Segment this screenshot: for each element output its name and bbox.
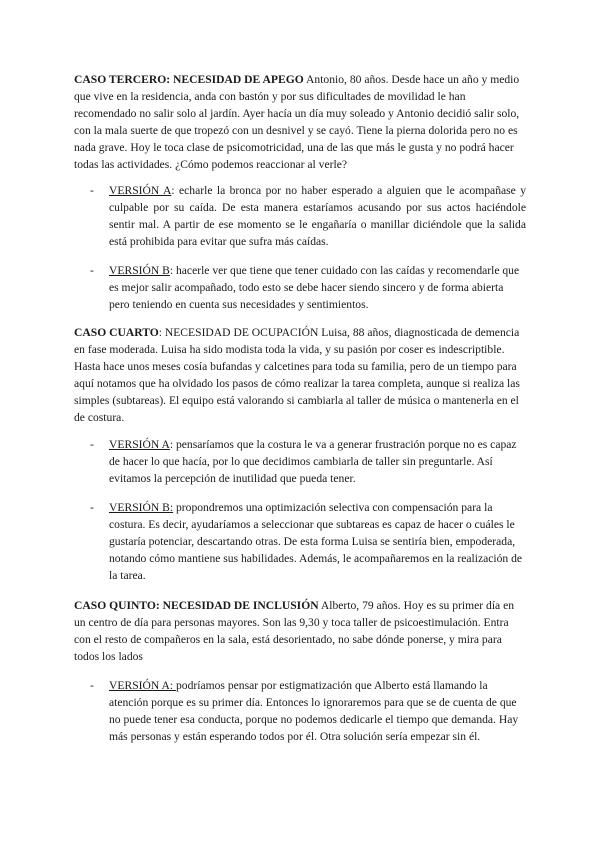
bullet-dash: - <box>90 264 94 277</box>
case-fifth-version-a <box>90 677 526 745</box>
version-a-text: : pensaríamos que la costura le va a generar frustración porque no es capaz de hacer lo que hacía, por lo que decidimos cambiarla de taller sin preguntarle. Así evitamos la percepción de inutilidad que pueda tener. <box>109 438 517 485</box>
version-b-label: VERSIÓN B: <box>109 501 174 514</box>
case-fifth-text: Alberto, 79 años. Hoy es su primer día en un centro de día para personas mayores. Son las 9,30 y toca taller de psicoestimulación. Entra con el resto de compañeros en la sala, está desorientado, no sabe dónde ponerse, y mira para todos los lados <box>74 599 515 663</box>
case-third-version-b <box>90 262 526 313</box>
version-a-label: VERSIÓN A <box>109 184 172 197</box>
case-third-text: Antonio, 80 años. Desde hace un año y medio que vive en la residencia, anda con bastón y por sus dificultades de movilidad le han recomendado no salir solo al jardín. Ayer hacía un día muy soleado y Antonio decidió salir solo, con la mala suerte de que tropezó con un desnivel y se cayó. Tiene la pierna dolorida pero no es nada grave. Hoy le toca clase de psicomotricidad, una de las que más le gusta y no podrá hacer todas las actividades. ¿Cómo podemos reaccionar al verle? <box>74 73 520 171</box>
case-fourth-version-a <box>90 436 526 487</box>
case-third-version-a <box>90 182 526 250</box>
case-fourth-version-b <box>90 499 526 584</box>
case-third-paragraph <box>74 71 526 173</box>
version-b-text: : hacerle ver que tiene que tener cuidado con las caídas y recomendarle que es mejor salir acompañado, todo esto se debe hacer siendo sincero y de forma abierta pero teniendo en cuenta sus necesidades y sentimientos. <box>109 264 520 311</box>
bullet-dash: - <box>90 501 94 514</box>
case-fourth-heading: CASO CUARTO <box>74 326 159 339</box>
bullet-dash: - <box>90 184 94 197</box>
version-a-label: VERSIÓN A: <box>109 679 176 692</box>
version-a-text: podríamos pensar por estigmatización que Alberto está llamando la atención porque es su primer día. Entonces lo ignoraremos para que se de cuenta de que no puede tener esa conducta, porque no podemos dedicarle el tiempo que demanda. Hay más personas y están esperando todos por él. Otra solución sería empezar sin él. <box>109 679 519 743</box>
version-b-label: VERSIÓN B <box>109 264 170 277</box>
case-fourth-text: : NECESIDAD DE OCUPACIÓN Luisa, 88 años, diagnosticada de demencia en fase moderada. Luisa ha sido modista toda la vida, y su pasión por coser es indescriptible. Hasta hace unos meses cosía bufandas y calcetines para toda su familia, pero de un tiempo para aquí notamos que ha olvidado los pasos de cómo realizar la tarea completa, aunque si realiza las simples (subtareas). El equipo está valorando si cambiarla al taller de música o mantenerla en el de costura. <box>74 326 520 424</box>
bullet-dash: - <box>90 679 94 692</box>
case-fifth-paragraph <box>74 597 526 665</box>
case-fourth-paragraph <box>74 324 526 426</box>
case-third-heading: CASO TERCERO: NECESIDAD DE APEGO <box>74 73 304 86</box>
case-fifth-heading: CASO QUINTO: NECESIDAD DE INCLUSIÓN <box>74 599 319 612</box>
bullet-dash: - <box>90 438 94 451</box>
version-b-text: propondremos una optimización selectiva con compensación para la costura. Es decir, ayudaríamos a seleccionar que subtareas es capaz de hacer o cuáles le gustaría potenciar, descartando otras. De esta forma Luisa se sentiría bien, empoderada, notando cómo mantiene sus habilidades. Además, le acompañaremos en la realización de la tarea. <box>109 501 523 582</box>
version-a-text: : echarle la bronca por no haber esperado a alguien que le acompañase y culpable por su caída. De esta manera estaríamos acusando por sus actos haciéndole sentir mal. A partir de ese momento se le engañaría o manillar diciéndole que la salida está prohibida para evitar que sufra más caídas. <box>109 184 526 248</box>
version-a-label: VERSIÓN A <box>109 438 170 451</box>
